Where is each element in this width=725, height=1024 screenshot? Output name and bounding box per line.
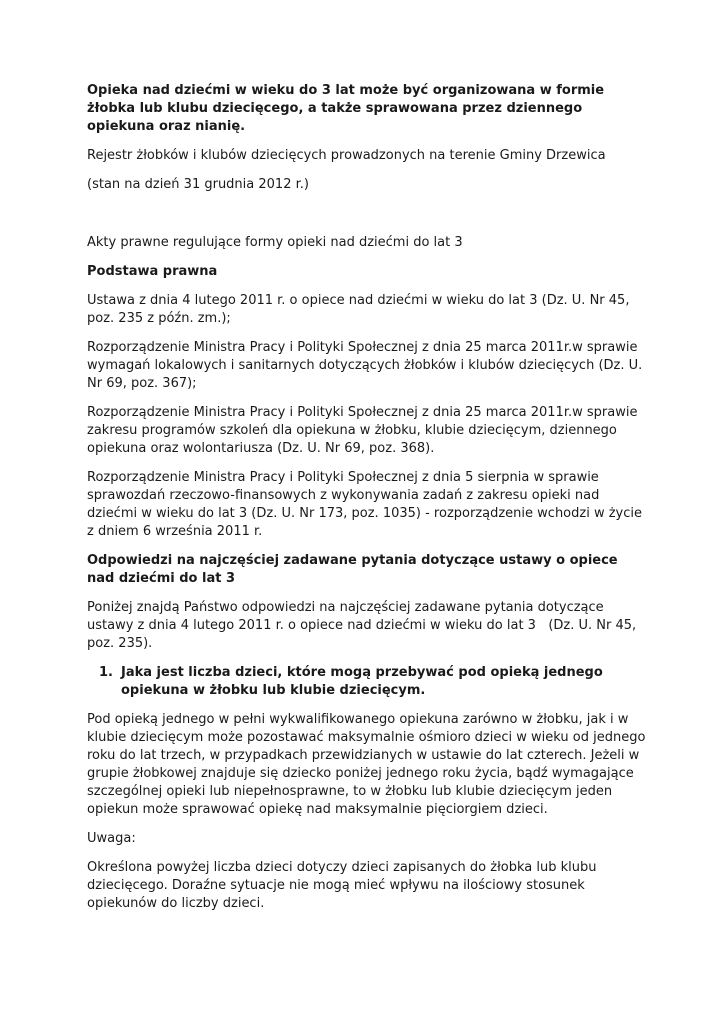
- legal-act-item: Rozporządzenie Ministra Pracy i Polityki Społecznej z dnia 25 marca 2011r.w sprawie wymagań lokalowych i sanitarnych dotyczących żłobków i klubów dziecięcych (Dz. U. Nr 69, poz. 367);: [87, 340, 643, 391]
- intro-heading: Opieka nad dziećmi w wieku do 3 lat może być organizowana w formie żłobka lub klubu dziecięcego, a także sprawowana przez dziennego opiekuna oraz nianię.: [87, 83, 605, 134]
- legal-acts-intro: Akty prawne regulujące formy opieki nad dziećmi do lat 3: [87, 235, 463, 250]
- note-label: Uwaga:: [87, 831, 136, 846]
- registry-text: Rejestr żłobków i klubów dziecięcych prowadzonych na terenie Gminy Drzewica: [87, 148, 606, 163]
- faq-intro: Poniżej znajdą Państwo odpowiedzi na najczęściej zadawane pytania dotyczące ustawy z dnia 4 lutego 2011 r. o opiece nad dziećmi w wieku do lat 3 (Dz. U. Nr 45, poz. 235).: [87, 600, 641, 651]
- legal-act-item: Rozporządzenie Ministra Pracy i Polityki Społecznej z dnia 5 sierpnia w sprawie sprawozdań rzeczowo-finansowych z wykonywania zadań z zakresu opieki nad dziećmi w wieku do lat 3 (Dz. U. Nr 173, poz. 1035) - rozporządzenie wchodzi w życie z dniem 6 września 2011 r.: [87, 470, 642, 539]
- question-text: Jaka jest liczba dzieci, które mogą przebywać pod opieką jednego opiekuna w żłobku lub klubie dziecięcym.: [121, 665, 603, 698]
- answer-text: Pod opieką jednego w pełni wykwalifikowanego opiekuna zarówno w żłobku, jak i w klubie dziecięcym może pozostawać maksymalnie ośmioro dzieci w wieku od jednego roku do lat trzech, w przypadkach przewidzianych w ustawie do lat czterech. Jeżeli w grupie żłobkowej znajduje się dziecko poniżej jednego roku życia, bądź wymagające szczególnej opieki lub niepełnosprawne, to w żłobku lub klubie dziecięcym jeden opiekun może sprawować opiekę nad maksymalnie pięciorgiem dzieci.: [87, 712, 646, 817]
- faq-heading: Odpowiedzi na najczęściej zadawane pytania dotyczące ustawy o opiece nad dziećmi do lat 3: [87, 553, 618, 586]
- legal-act-item: Rozporządzenie Ministra Pracy i Polityki Społecznej z dnia 25 marca 2011r.w sprawie zakresu programów szkoleń dla opiekuna w żłobku, klubie dziecięcym, dziennego opiekuna oraz wolontariusza (Dz. U. Nr 69, poz. 368).: [87, 405, 638, 456]
- question-number: 1.: [99, 665, 113, 680]
- registry-date: (stan na dzień 31 grudnia 2012 r.): [87, 177, 309, 192]
- question-item: [87, 664, 647, 700]
- legal-basis-heading: Podstawa prawna: [87, 264, 218, 279]
- note-text: Określona powyżej liczba dzieci dotyczy dzieci zapisanych do żłobka lub klubu dziecięcego. Doraźne sytuacje nie mogą mieć wpływu na ilościowy stosunek opiekunów do liczby dzieci.: [87, 860, 597, 911]
- document-page: [87, 82, 647, 924]
- legal-act-item: Ustawa z dnia 4 lutego 2011 r. o opiece nad dziećmi w wieku do lat 3 (Dz. U. Nr 45, poz. 235 z późn. zm.);: [87, 293, 630, 326]
